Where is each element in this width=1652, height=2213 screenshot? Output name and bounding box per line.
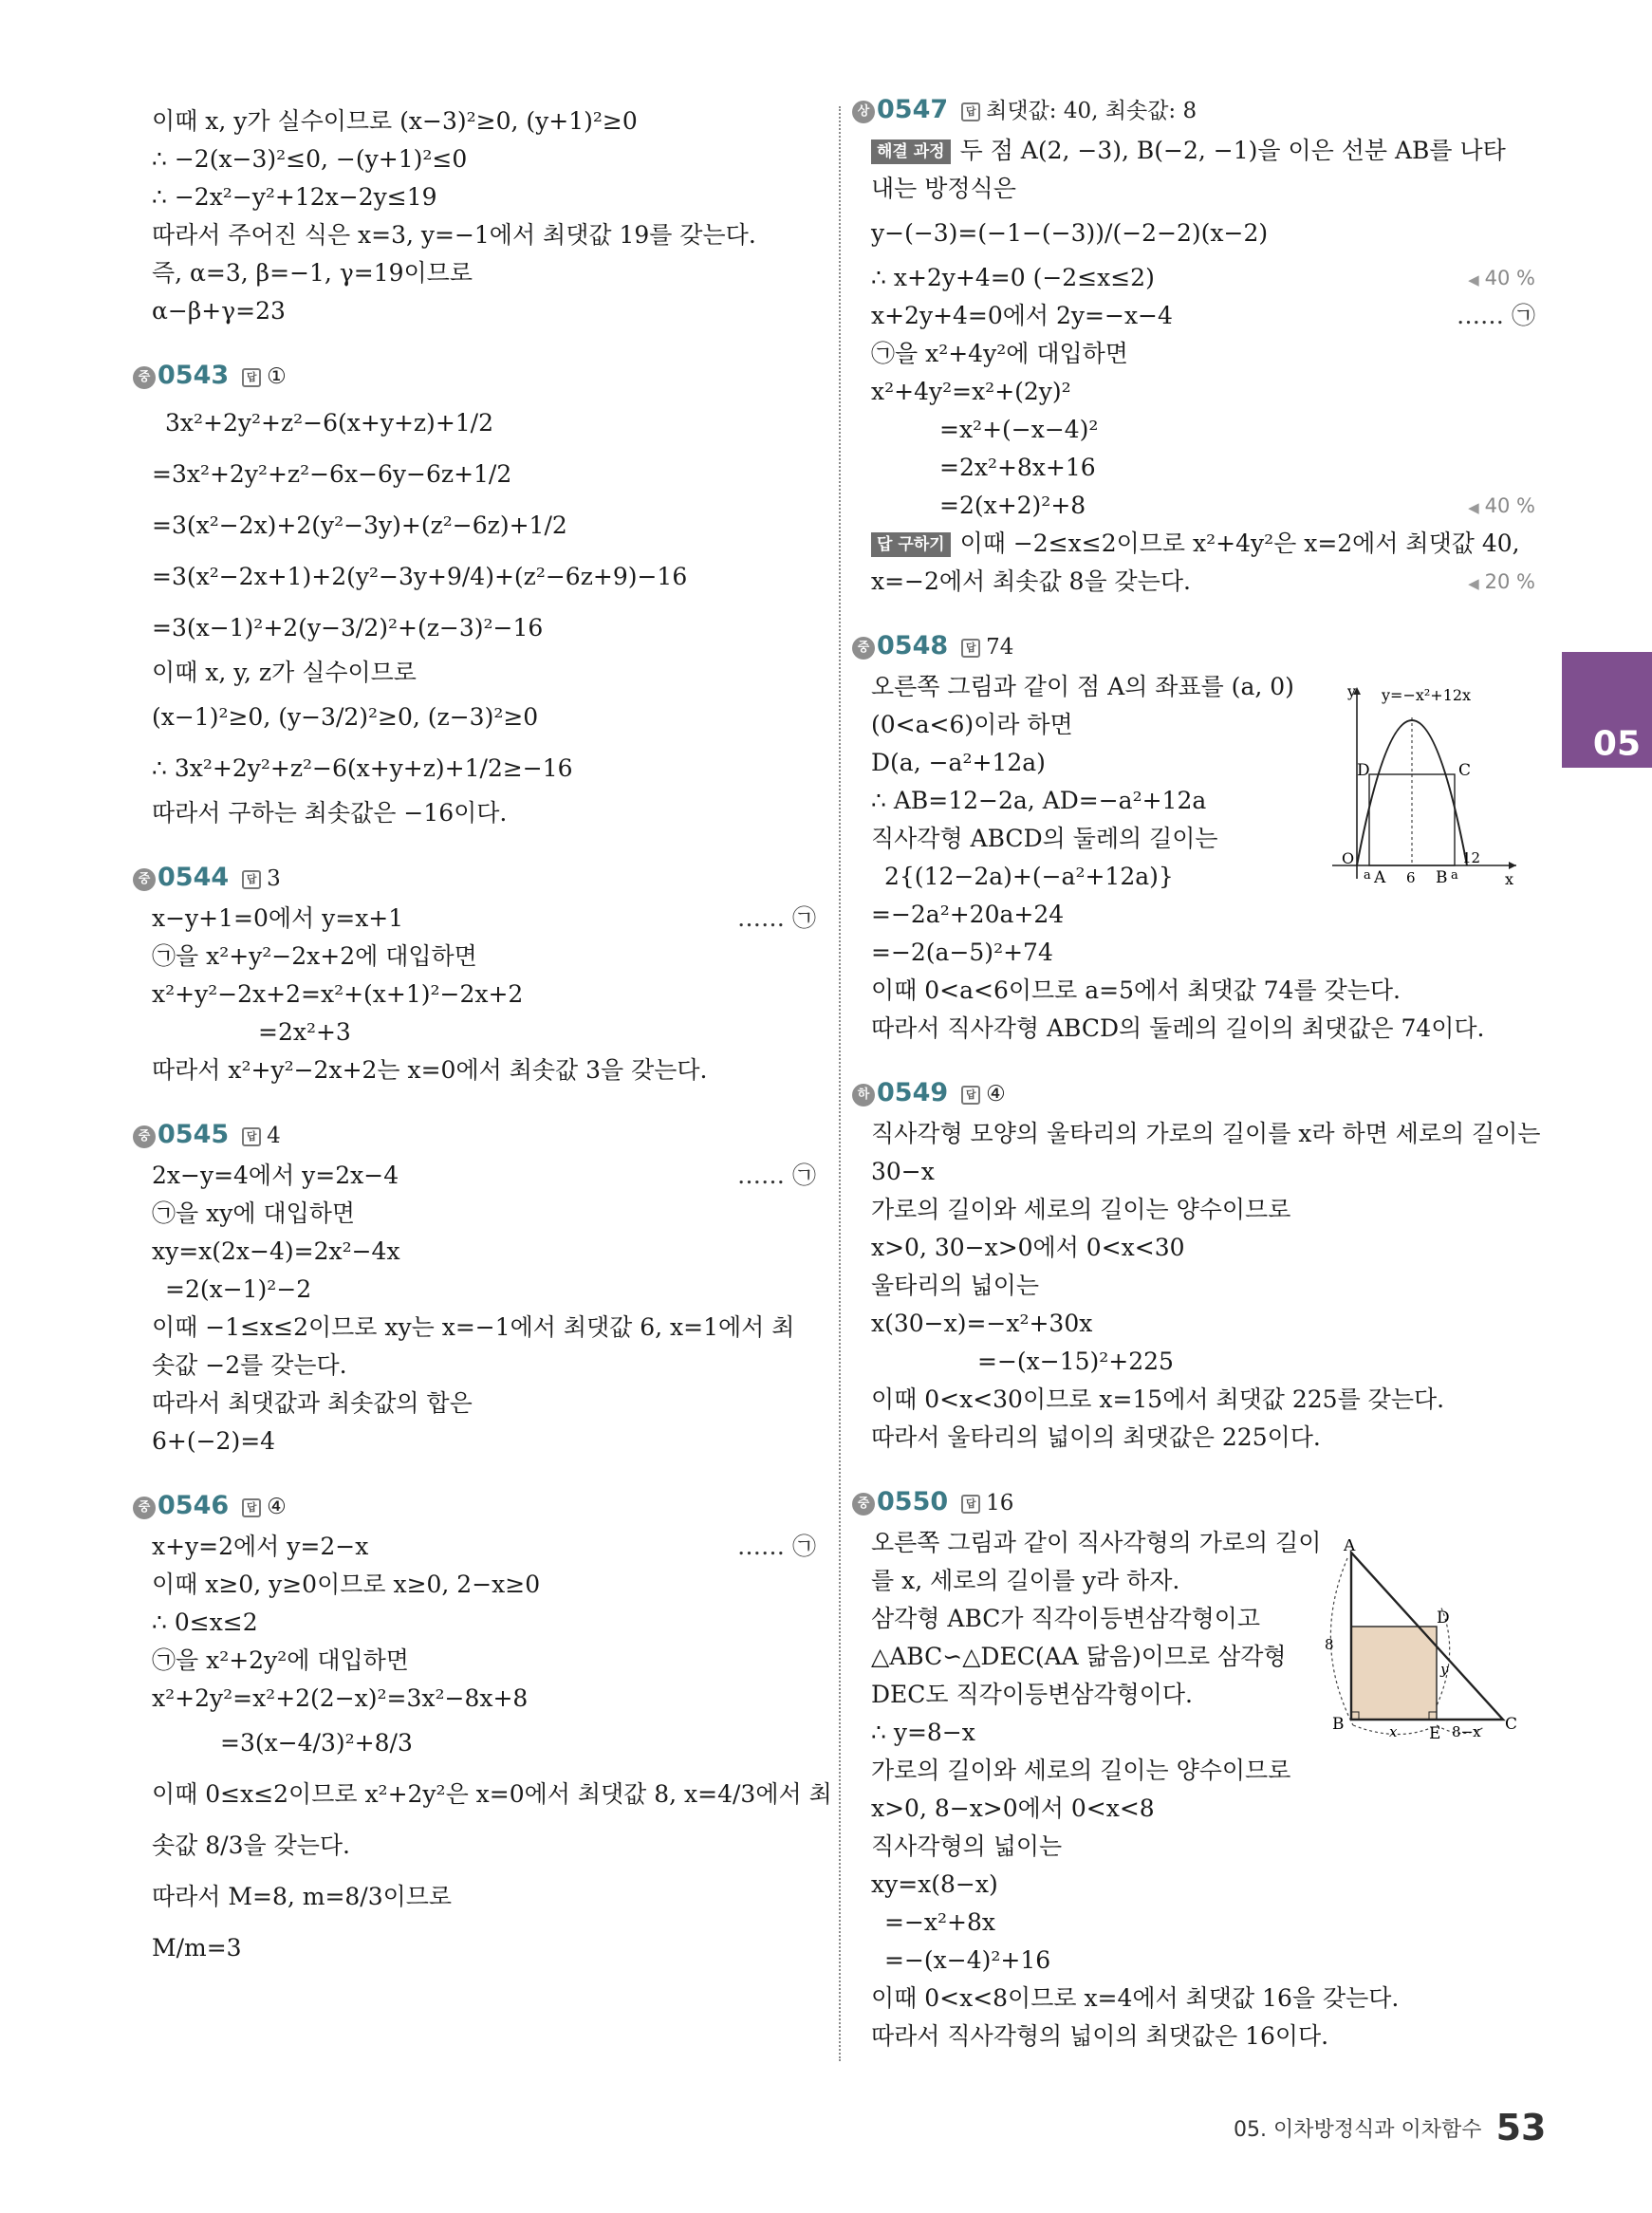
difficulty-icon: 상 — [852, 101, 875, 123]
difficulty-icon: 중 — [133, 366, 156, 389]
equation-marker: …… ㉠ — [737, 1533, 816, 1560]
solution-text: 직사각형 ABCD의 둘레의 길이는 — [871, 825, 1218, 852]
solution-text: x²+2y²=x²+2(2−x)²=3x²−8x+8 — [152, 1684, 529, 1712]
solution-text: 30−x — [871, 1158, 935, 1185]
answer-icon: 답 — [961, 1495, 980, 1514]
answer-icon: 답 — [961, 1086, 980, 1105]
solution-text: 따라서 x²+y²−2x+2는 x=0에서 최솟값 3을 갖는다. — [152, 1056, 708, 1084]
page-number: 53 — [1495, 2107, 1547, 2148]
solution-line — [871, 525, 1535, 563]
solution-line — [871, 1191, 1535, 1229]
problem-header — [852, 89, 1535, 132]
solution-line — [152, 1233, 816, 1271]
problem-header — [852, 1072, 1535, 1115]
solution-line — [871, 170, 1535, 208]
solution-text: ∴ x+2y+4=0 (−2≤x≤2) — [871, 264, 1155, 291]
solution-text: 울타리의 넓이는 — [871, 1272, 1039, 1299]
answer-icon: 답 — [961, 102, 980, 121]
solution-line — [871, 1419, 1535, 1457]
solution-text: 즉, α=3, β=−1, γ=19이므로 — [152, 259, 473, 287]
fig550-label: B — [1332, 1715, 1345, 1734]
solution-text: 이때 0<a<6이므로 a=5에서 최댓값 74를 갖는다. — [871, 976, 1401, 1004]
right-column — [857, 95, 1541, 2055]
solution-line — [152, 398, 816, 449]
solution-text: 이때 −2≤x≤2이므로 x²+4y²은 x=2에서 최댓값 40, — [959, 530, 1520, 557]
solution-line — [152, 794, 816, 832]
problem-number: 0548 — [877, 631, 949, 660]
solution-text: ㉠을 xy에 대입하면 — [152, 1199, 356, 1227]
solution-text: 따라서 직사각형의 넓이의 최댓값은 16이다. — [871, 2022, 1329, 2050]
solution-text: △ABC∽△DEC(AA 닮음)이므로 삼각형 — [871, 1643, 1287, 1670]
score-percent: ◀ 40 % — [1468, 487, 1535, 527]
solution-text: 이때 0<x<30이므로 x=15에서 최댓값 225를 갖는다. — [871, 1385, 1445, 1413]
figure-0550-triangle — [1319, 1539, 1523, 1744]
solution-line — [152, 1718, 816, 1769]
solution-text: x²+4y²=x²+(2y)² — [871, 378, 1071, 405]
problem-number: 0544 — [158, 863, 230, 892]
solution-text: xy=x(2x−4)=2x²−4x — [152, 1237, 400, 1265]
solution-line — [871, 1153, 1535, 1191]
solution-line — [152, 743, 816, 794]
fig550-label: A — [1344, 1539, 1356, 1555]
fig548-curve-label: y=−x²+12x — [1382, 686, 1472, 704]
solution-line — [871, 2018, 1535, 2055]
solution-text: =3x²+2y²+z²−6x−6y−6z+1/2 — [152, 460, 512, 488]
solution-text: ㉠을 x²+2y²에 대입하면 — [152, 1646, 409, 1674]
solution-line — [152, 976, 816, 1014]
solution-text: 따라서 직사각형 ABCD의 둘레의 길이의 최댓값은 74이다. — [871, 1014, 1485, 1042]
solution-line — [152, 1051, 816, 1089]
solution-line — [871, 1866, 1535, 1904]
problem-answer: 74 — [986, 635, 1014, 660]
answer-icon: 답 — [242, 870, 261, 889]
solution-line — [871, 335, 1535, 373]
solution-text: 따라서 구하는 최솟값은 −16이다. — [152, 799, 508, 827]
solution-line — [871, 449, 1535, 487]
problem-answer: 4 — [267, 1124, 281, 1148]
problem-number: 0549 — [877, 1078, 949, 1107]
problem-number: 0550 — [877, 1487, 949, 1516]
chapter-tab — [1562, 652, 1652, 768]
solution-line — [152, 1871, 816, 1923]
solution-text: 따라서 주어진 식은 x=3, y=−1에서 최댓값 19를 갖는다. — [152, 221, 756, 249]
solution-text: =2(x+2)²+8 — [939, 492, 1086, 519]
chapter-tab-label: 05 — [1592, 724, 1641, 764]
solution-text: 솟값 −2를 갖는다. — [152, 1351, 347, 1379]
solution-line — [152, 654, 816, 692]
solution-line — [152, 1769, 832, 1820]
solution-text: 이때 0<x<8이므로 x=4에서 최댓값 16을 갖는다. — [871, 1984, 1400, 2012]
solution-line — [152, 1195, 816, 1233]
solution-text: x+2y+4=0에서 2y=−x−4 — [871, 302, 1173, 329]
fig548-label: C — [1458, 761, 1472, 780]
solution-line — [871, 1115, 1541, 1153]
solution-line — [152, 1820, 816, 1871]
solution-text: ㉠을 x²+4y²에 대입하면 — [871, 340, 1128, 367]
problem-answer: 3 — [267, 866, 281, 891]
problem-header — [133, 355, 816, 398]
solution-line — [871, 1305, 1535, 1343]
solution-line — [152, 1347, 816, 1385]
solution-line — [152, 449, 816, 500]
solution-text: (x−1)²≥0, (y−3/2)²≥0, (z−3)²≥0 — [152, 703, 539, 731]
problem-answer: ① — [267, 364, 287, 389]
solution-text: ㉠을 x²+y²−2x+2에 대입하면 — [152, 942, 477, 970]
equation-marker: …… ㉠ — [737, 1162, 816, 1189]
solution-line — [871, 1752, 1535, 1790]
fig550-label: D — [1437, 1609, 1450, 1627]
solution-line — [152, 140, 816, 178]
solution-text: 따라서 최댓값과 최솟값의 합은 — [152, 1389, 473, 1417]
solution-line — [871, 563, 1535, 601]
solution-line — [152, 1309, 816, 1347]
solution-text: 직사각형 모양의 울타리의 가로의 길이를 x라 하면 세로의 길이는 — [871, 1120, 1541, 1147]
fig548-label: B — [1436, 868, 1448, 887]
solution-line — [152, 551, 816, 603]
solution-text: 솟값 8/3을 갖는다. — [152, 1832, 350, 1859]
column-divider — [839, 106, 841, 2061]
solution-text: =2x²+3 — [258, 1018, 351, 1046]
fig550-label: C — [1505, 1715, 1518, 1734]
solution-text: 이때 x, y가 실수이므로 (x−3)²≥0, (y+1)²≥0 — [152, 107, 638, 135]
step-badge: 답 구하기 — [871, 532, 951, 557]
solution-line — [871, 934, 1535, 972]
problem-number: 0547 — [877, 95, 949, 124]
solution-text: x+y=2에서 y=2−x — [152, 1533, 369, 1560]
solution-text: ∴ −2x²−y²+12x−2y≤19 — [152, 183, 437, 211]
fig548-label: O — [1342, 849, 1355, 867]
problem-header — [133, 1114, 816, 1157]
solution-line — [152, 216, 816, 254]
solution-text: 이때 x, y, z가 실수이므로 — [152, 659, 417, 686]
difficulty-icon: 중 — [852, 637, 875, 660]
problem-answer: ④ — [986, 1082, 1006, 1106]
solution-text: =3(x²−2x)+2(y²−3y)+(z²−6z)+1/2 — [152, 511, 567, 539]
solution-line — [152, 1923, 816, 1974]
difficulty-icon: 중 — [133, 868, 156, 891]
solution-line — [152, 1271, 816, 1309]
solution-text: 두 점 A(2, −3), B(−2, −1)을 이은 선분 AB를 나타 — [959, 137, 1506, 164]
solution-text: 2x−y=4에서 y=2x−4 — [152, 1162, 399, 1189]
solution-text: 내는 방정식은 — [871, 175, 1016, 202]
solution-line — [152, 1385, 816, 1423]
difficulty-icon: 중 — [133, 1125, 156, 1148]
solution-text: 오른쪽 그림과 같이 점 A의 좌표를 (a, 0) — [871, 673, 1294, 700]
solution-text: xy=x(8−x) — [871, 1870, 998, 1898]
answer-icon: 답 — [242, 1498, 261, 1517]
solution-line — [871, 1942, 1535, 1980]
problem-number: 0546 — [158, 1491, 230, 1520]
problem-number: 0543 — [158, 361, 230, 390]
solution-line — [152, 500, 816, 551]
solution-text: 이때 −1≤x≤2이므로 xy는 x=−1에서 최댓값 6, x=1에서 최 — [152, 1313, 795, 1341]
difficulty-icon: 중 — [852, 1493, 875, 1516]
solution-text: ∴ y=8−x — [871, 1719, 975, 1746]
solution-line — [152, 102, 816, 140]
solution-text: =−2(a−5)²+74 — [871, 939, 1053, 966]
solution-line — [152, 1680, 816, 1718]
solution-line — [871, 1790, 1535, 1828]
fig550-label: 8−x — [1452, 1723, 1481, 1740]
equation-marker: …… ㉠ — [737, 904, 816, 932]
solution-line — [152, 1604, 816, 1642]
answer-icon: 답 — [242, 1127, 261, 1146]
step-badge: 해결 과정 — [871, 139, 951, 164]
fig548-label: 12 — [1462, 849, 1481, 866]
solution-text: DEC도 직각이등변삼각형이다. — [871, 1681, 1193, 1708]
solution-line — [871, 1980, 1535, 2018]
solution-line — [152, 938, 816, 976]
solution-line — [871, 896, 1535, 934]
solution-text: 직사각형의 넓이는 — [871, 1832, 1063, 1860]
answer-icon: 답 — [961, 639, 980, 658]
solution-line — [152, 900, 816, 938]
solution-line — [152, 1014, 816, 1051]
solution-text: =−x²+8x — [884, 1908, 995, 1936]
solution-text: x²+y²−2x+2=x²+(x+1)²−2x+2 — [152, 980, 524, 1008]
solution-line — [871, 1343, 1535, 1381]
solution-text: =x²+(−x−4)² — [939, 416, 1099, 443]
solution-text: x>0, 8−x>0에서 0<x<8 — [871, 1795, 1155, 1822]
solution-line — [871, 1229, 1535, 1267]
solution-line — [152, 603, 816, 654]
solution-line — [152, 254, 816, 292]
fig548-label: a — [1451, 868, 1458, 883]
solution-text: 3x²+2y²+z²−6(x+y+z)+1/2 — [165, 409, 493, 437]
left-column — [138, 102, 832, 1974]
problem-answer: 16 — [986, 1491, 1014, 1516]
solution-line — [871, 132, 1535, 170]
solution-text: =3(x−1)²+2(y−3/2)²+(z−3)²−16 — [152, 614, 544, 642]
solution-text: y−(−3)=(−1−(−3))/(−2−2)(x−2) — [871, 219, 1269, 247]
solution-text: =2(x−1)²−2 — [165, 1275, 312, 1303]
problem-answer: ④ — [267, 1495, 287, 1519]
problem-header — [852, 625, 1535, 668]
solution-text: 가로의 길이와 세로의 길이는 양수이므로 — [871, 1757, 1291, 1784]
solution-text: 오른쪽 그림과 같이 직사각형의 가로의 길이 — [871, 1529, 1322, 1556]
solution-text: 를 x, 세로의 길이를 y라 하자. — [871, 1567, 1180, 1594]
problem-answer: 최댓값: 40, 최솟값: 8 — [986, 99, 1197, 123]
solution-text: =3(x−4/3)²+8/3 — [220, 1729, 413, 1757]
solution-text: =−2a²+20a+24 — [871, 901, 1065, 928]
solution-line — [871, 297, 1535, 335]
figure-0548-parabola — [1319, 679, 1523, 888]
solution-line — [152, 692, 816, 743]
score-percent: ◀ 20 % — [1468, 563, 1535, 603]
solution-line — [871, 1381, 1535, 1419]
solution-text: =3(x²−2x+1)+2(y²−3y+9/4)+(z²−6z+9)−16 — [152, 563, 688, 590]
solution-text: ∴ AB=12−2a, AD=−a²+12a — [871, 787, 1207, 814]
solution-line — [152, 1157, 816, 1195]
solution-line — [152, 292, 816, 330]
solution-text: x−y+1=0에서 y=x+1 — [152, 904, 404, 932]
solution-text: ∴ 3x²+2y²+z²−6(x+y+z)+1/2≥−16 — [152, 754, 573, 782]
fig548-label: 6 — [1406, 869, 1416, 886]
page-footer — [1234, 2107, 1547, 2148]
solution-line — [871, 1267, 1535, 1305]
solution-text: D(a, −a²+12a) — [871, 749, 1046, 776]
solution-line — [871, 411, 1535, 449]
answer-icon: 답 — [242, 368, 261, 387]
equation-marker: …… ㉠ — [1457, 302, 1535, 329]
solution-line — [871, 1904, 1535, 1942]
fig548-label: a — [1364, 868, 1371, 883]
solution-line — [152, 1423, 816, 1460]
solution-line — [871, 373, 1535, 411]
solution-text: 따라서 M=8, m=8/3이므로 — [152, 1883, 453, 1910]
solution-text: ∴ −2(x−3)²≤0, −(y+1)²≤0 — [152, 145, 468, 173]
fig550-label: y — [1440, 1661, 1449, 1678]
solution-line — [871, 259, 1535, 297]
problem-header — [133, 857, 816, 900]
solution-text: (0<a<6)이라 하면 — [871, 711, 1073, 738]
fig550-label: x — [1389, 1723, 1398, 1740]
solution-text: x=−2에서 최솟값 8을 갖는다. — [871, 567, 1191, 595]
solution-line — [152, 1566, 816, 1604]
solution-text: 이때 x≥0, y≥0이므로 x≥0, 2−x≥0 — [152, 1571, 541, 1598]
solution-line — [152, 1642, 816, 1680]
inscribed-rectangle — [1351, 1627, 1437, 1720]
problem-number: 0545 — [158, 1120, 230, 1149]
solution-text: 가로의 길이와 세로의 길이는 양수이므로 — [871, 1196, 1291, 1223]
fig548-label: A — [1374, 868, 1386, 887]
solution-text: 2{(12−2a)+(−a²+12a)} — [884, 863, 1174, 890]
solution-text: ∴ 0≤x≤2 — [152, 1609, 258, 1636]
solution-text: =−(x−4)²+16 — [884, 1946, 1051, 1974]
solution-text: x(30−x)=−x²+30x — [871, 1310, 1093, 1337]
solution-text: 6+(−2)=4 — [152, 1427, 276, 1455]
fig548-label: x — [1505, 870, 1514, 888]
score-percent: ◀ 40 % — [1468, 259, 1535, 299]
solution-line — [871, 1010, 1535, 1048]
solution-text: 이때 0≤x≤2이므로 x²+2y²은 x=0에서 최댓값 8, x=4/3에서 최 — [152, 1780, 832, 1808]
solution-text: =−(x−15)²+225 — [977, 1348, 1174, 1375]
solution-line — [871, 972, 1535, 1010]
fig548-label: y — [1347, 682, 1357, 700]
solution-line — [152, 178, 816, 216]
fig550-label: 8 — [1325, 1636, 1334, 1653]
solution-line — [871, 487, 1535, 525]
problem-header — [133, 1485, 816, 1528]
difficulty-icon: 중 — [133, 1497, 156, 1519]
fig550-label: E — [1429, 1724, 1441, 1743]
solution-line — [871, 1828, 1535, 1866]
solution-text: 따라서 울타리의 넓이의 최댓값은 225이다. — [871, 1423, 1321, 1451]
solution-line — [871, 208, 1535, 259]
footer-chapter-title: 05. 이차방정식과 이차함수 — [1234, 2118, 1482, 2142]
difficulty-icon: 하 — [852, 1084, 875, 1106]
fig548-label: D — [1357, 761, 1370, 780]
solution-text: α−β+γ=23 — [152, 297, 286, 325]
solution-text: =2x²+8x+16 — [939, 454, 1096, 481]
solution-text: x>0, 30−x>0에서 0<x<30 — [871, 1234, 1185, 1261]
solution-text: M/m=3 — [152, 1934, 242, 1962]
problem-header — [852, 1481, 1535, 1524]
solution-line — [152, 1528, 816, 1566]
solution-text: 삼각형 ABC가 직각이등변삼각형이고 — [871, 1605, 1261, 1632]
